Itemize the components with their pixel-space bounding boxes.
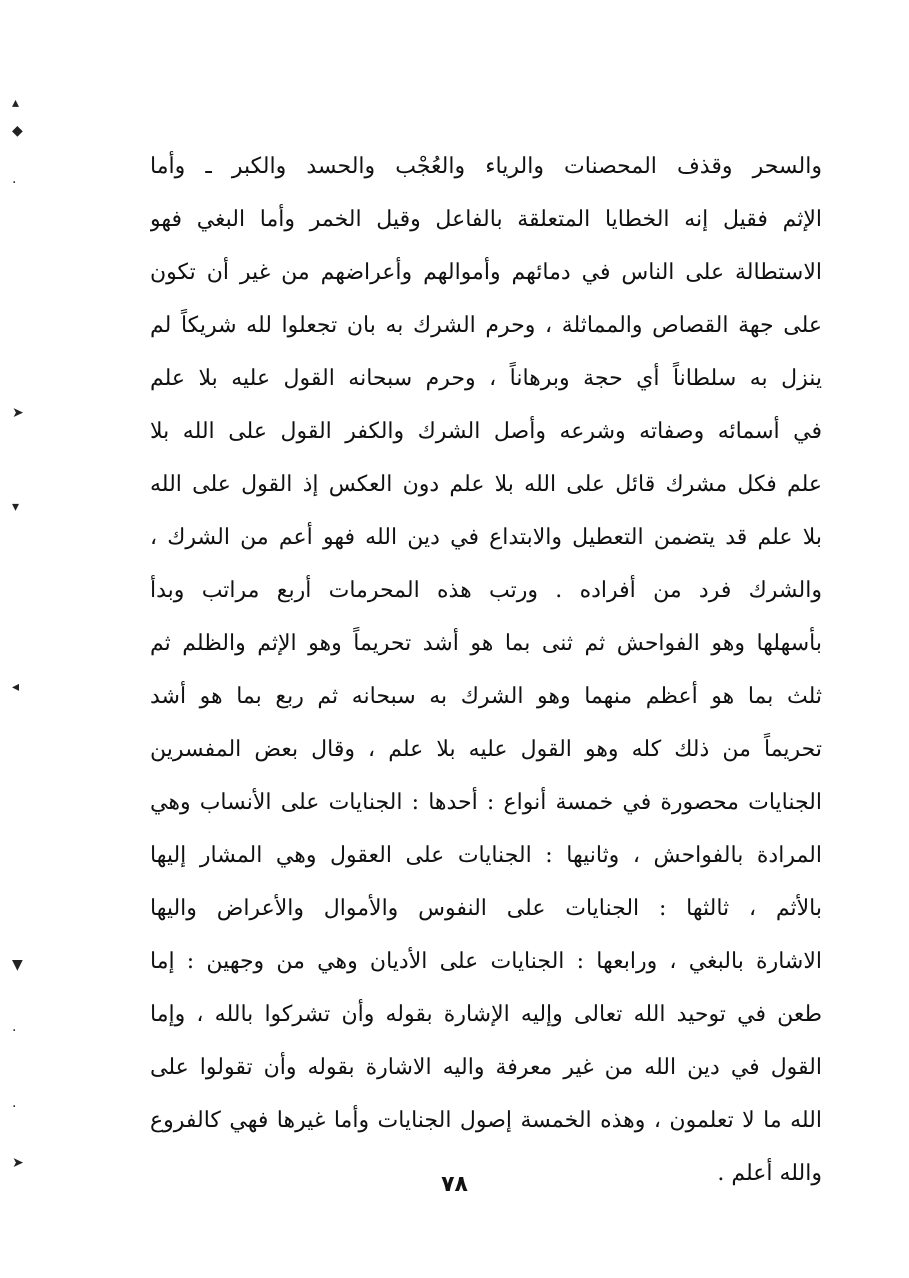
text-line: تحريماً من ذلك كله وهو القول عليه بلا علم ، وقال بعض المفسرين bbox=[150, 737, 822, 762]
margin-mark-icon: ▾ bbox=[12, 499, 20, 515]
text-line: الاستطالة على الناس في دمائهم وأموالهم وأعراضهم من غير أن تكون bbox=[150, 260, 822, 285]
margin-mark-icon: ▼ bbox=[12, 957, 23, 973]
text-line: القول في دين الله من غير معرفة واليه الاشارة بقوله وأن تقولوا على bbox=[150, 1055, 822, 1080]
text-line: الإثم فقيل إنه الخطايا المتعلقة بالفاعل وقيل الخمر وأما البغي فهو bbox=[150, 207, 822, 232]
text-line: والسحر وقذف المحصنات والرياء والعُجْب والحسد والكبر ـ وأما bbox=[150, 154, 822, 179]
margin-mark-icon: · bbox=[12, 175, 17, 191]
text-line: ثلث بما هو أعظم منهما وهو الشرك به سبحانه ثم ربع بما هو أشد bbox=[150, 684, 822, 709]
text-line: الجنايات محصورة في خمسة أنواع : أحدها : الجنايات على الأنساب وهي bbox=[150, 790, 822, 815]
text-line: علم فكل مشرك قائل على الله بلا علم دون العكس إذ القول على الله bbox=[150, 472, 822, 497]
text-line: والله أعلم . bbox=[717, 1161, 822, 1186]
text-line: الله ما لا تعلمون ، وهذه الخمسة إصول الجنايات وأما غيرها فهي كالفروع bbox=[150, 1108, 822, 1133]
text-line: بأسهلها وهو الفواحش ثم ثنى بما هو أشد تحريماً وهو الإثم والظلم ثم bbox=[150, 631, 822, 656]
page-number: ٧٨ bbox=[441, 1172, 468, 1197]
text-line: في أسمائه وصفاته وشرعه وأصل الشرك والكفر القول على الله بلا bbox=[150, 419, 822, 444]
text-line: والشرك فرد من أفراده . ورتب هذه المحرمات أربع مراتب وبدأ bbox=[150, 578, 822, 603]
body-text bbox=[150, 140, 822, 1200]
text-line: بلا علم قد يتضمن التعطيل والابتداع في دين الله فهو أعم من الشرك ، bbox=[150, 525, 822, 550]
margin-mark-icon: ➤ bbox=[12, 405, 24, 421]
margin-mark-icon: ◆ bbox=[12, 123, 23, 139]
margin-mark-icon: · bbox=[12, 1099, 17, 1115]
text-line: على جهة القصاص والمماثلة ، وحرم الشرك به بان تجعلوا لله شريكاً لم bbox=[150, 313, 822, 338]
text-line: ينزل به سلطاناً أي حجة وبرهاناً ، وحرم سبحانه القول عليه بلا علم bbox=[150, 366, 822, 391]
text-line: بالأثم ، ثالثها : الجنايات على النفوس والأموال والأعراض واليها bbox=[150, 896, 822, 921]
text-line: طعن في توحيد الله تعالى وإليه الإشارة بقوله وأن تشركوا بالله ، وإما bbox=[150, 1002, 822, 1027]
margin-mark-icon: · bbox=[12, 1023, 17, 1039]
margin-mark-icon: ➤ bbox=[12, 1155, 24, 1171]
margin-mark-icon: ◂ bbox=[12, 679, 20, 695]
margin-mark-icon: ▴ bbox=[12, 95, 20, 111]
text-line: الاشارة بالبغي ، ورابعها : الجنايات على الأديان وهي من وجهين : إما bbox=[150, 949, 822, 974]
text-line: المرادة بالفواحش ، وثانيها : الجنايات على العقول وهي المشار إليها bbox=[150, 843, 822, 868]
